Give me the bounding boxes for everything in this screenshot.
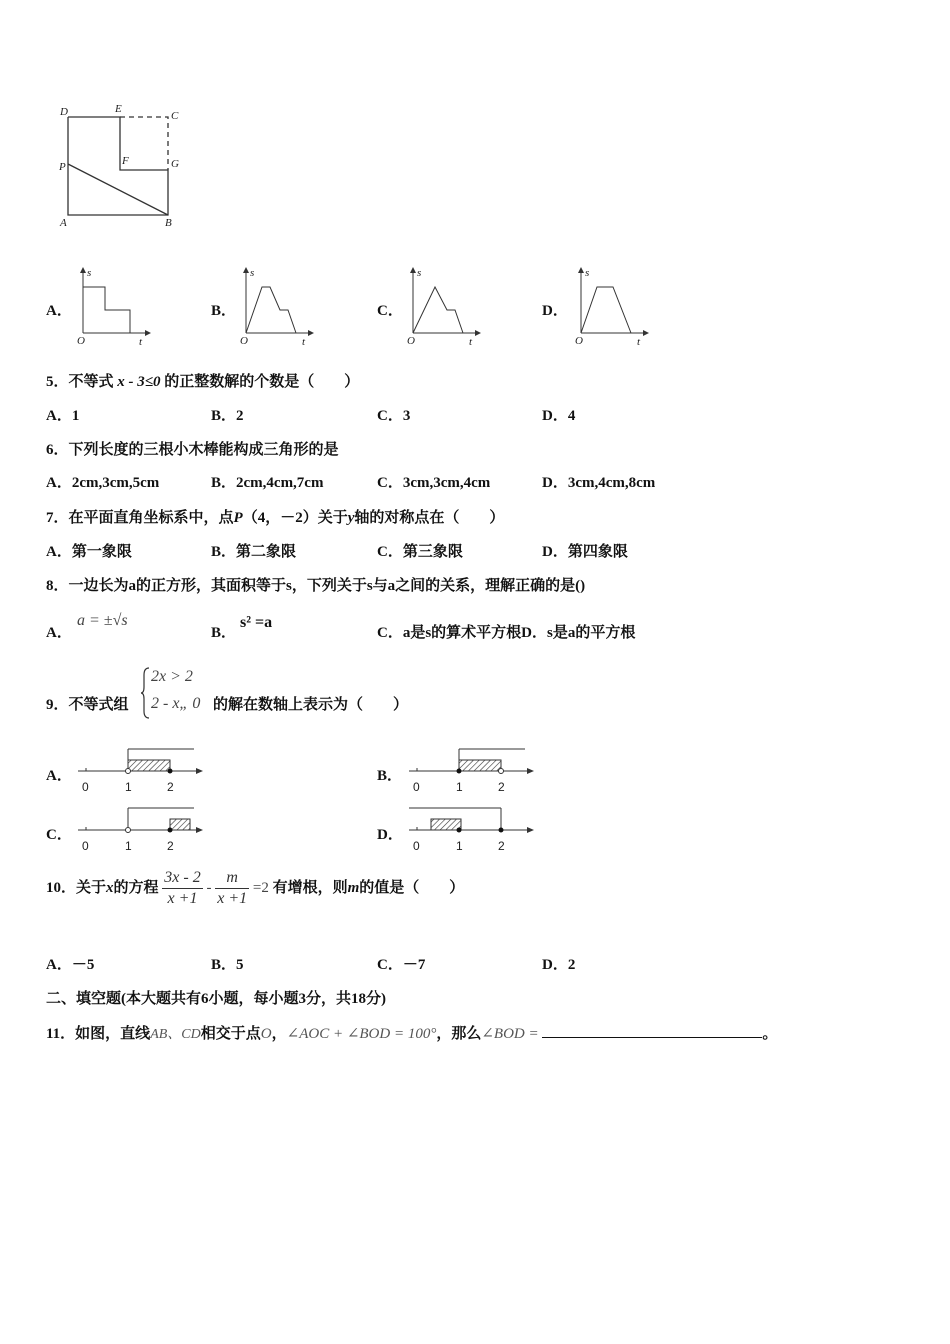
q10-f2-num: m [226,869,238,886]
q10-option-C[interactable]: C．－7 [377,957,426,973]
graph-t-label: t [302,336,306,348]
q9-system-line1: 2x > 2 [151,668,193,685]
q10-option-D[interactable]: D．2 [542,957,576,973]
q11-answer-blank[interactable] [542,1023,762,1038]
q5-option-C[interactable]: C．3 [377,408,411,424]
q11-sep: ， [271,1026,287,1042]
q9-option-A[interactable]: A． [46,768,72,784]
q8-option-A[interactable]: A． [46,625,72,641]
q11-pre: 11．如图，直线 [46,1026,151,1042]
tick-0: 0 [413,839,420,853]
q9-option-B[interactable]: B． [377,768,403,784]
tick-2: 2 [167,780,174,794]
q8-option-C[interactable]: C．a是s的算术平方根D．s是a的平方根 [377,625,636,641]
q4-option-A[interactable]: A． [46,303,72,319]
q5-expr: x - 3≤0 [117,374,161,390]
q9-brace [141,667,151,719]
q10-fraction-2 [215,868,249,909]
q11-lines: AB、CD [150,1027,201,1042]
q5-option-D[interactable]: D．4 [542,408,576,424]
q10-pre: 10．关于 [46,879,107,896]
q10-option-B[interactable]: B．5 [211,957,244,973]
graph-o-label: O [240,335,248,347]
tick-1: 1 [125,780,132,794]
tick-1: 1 [456,839,463,853]
q8-option-B[interactable]: B． [211,625,237,641]
q10-var2: m [347,879,360,896]
q10-var: x [106,879,114,896]
q11-mid: 相交于点 [200,1026,261,1042]
graph-s-label: s [417,267,422,279]
q7-axis: y [347,510,355,526]
q7-post: 轴的对称点在（ ） [354,510,505,526]
tick-0: 0 [82,839,89,853]
tick-0: 0 [413,780,420,794]
graph-s-label: s [250,267,255,279]
q10-minus: - [206,879,212,896]
q5-option-B[interactable]: B．2 [211,408,244,424]
q4-graph-B [238,265,318,348]
tick-2: 2 [167,839,174,853]
question-7 [46,506,504,527]
q9-system-line2: 2 - x„ 0 [151,695,201,712]
q6-option-B[interactable]: B．2cm,4cm,7cm [211,475,324,491]
question-9-post: 的解在数轴上表示为（ ） [213,697,409,713]
q9-numberline-B [406,748,536,798]
q11-point: O [260,1026,272,1042]
tick-2: 2 [498,780,505,794]
q10-post1: 有增根，则 [272,879,348,896]
q10-f1-den: x +1 [162,888,202,909]
q7-option-C[interactable]: C．第三象限 [377,544,463,560]
q8-option-A-math: a = ±√s [77,612,128,629]
q11-condition: ∠AOC + ∠BOD = 100° [286,1026,437,1042]
q10-f1-num: 3x - 2 [164,869,201,886]
q4-graph-A [75,265,155,348]
q9-option-D[interactable]: D． [377,827,403,843]
graph-t-label: t [637,336,641,348]
q7-coords: （4，－2）关于 [242,510,348,526]
square-figure [55,100,185,230]
question-9-pre: 9．不等式组 [46,697,129,713]
q4-graph-D [573,265,653,348]
q9-numberline-D [406,807,536,857]
q11-end: 。 [762,1026,778,1042]
question-10 [46,868,464,909]
question-6: 6．下列长度的三根小木棒能构成三角形的是 [46,442,339,458]
tick-0: 0 [82,780,89,794]
q5-number: 5． [46,374,69,390]
label-P: P [59,161,66,173]
q11-then: ，那么 [436,1026,482,1042]
label-G: G [171,158,179,170]
q8-option-B-math: s² =a [240,614,273,631]
q9-option-C[interactable]: C． [46,827,72,843]
q7-option-B[interactable]: B．第二象限 [211,544,297,560]
q9-numberline-C [75,807,205,857]
label-A: A [60,217,67,229]
q5-option-A[interactable]: A．1 [46,408,80,424]
graph-o-label: O [575,335,583,347]
q7-option-A[interactable]: A．第一象限 [46,544,132,560]
q4-option-D[interactable]: D． [542,303,568,319]
graph-t-label: t [139,336,143,348]
q10-fraction-1 [162,868,202,909]
q7-option-D[interactable]: D．第四象限 [542,544,628,560]
graph-o-label: O [77,335,85,347]
q6-option-D[interactable]: D．3cm,4cm,8cm [542,475,656,491]
q10-f2-den: x +1 [217,890,248,907]
question-5 [46,370,359,391]
q5-pre: 不等式 [68,374,114,390]
label-D: D [60,106,68,118]
graph-s-label: s [585,267,590,279]
graph-o-label: O [407,335,415,347]
question-11 [46,1022,777,1043]
label-C: C [171,110,179,122]
graph-s-label: s [87,267,92,279]
q10-option-A[interactable]: A．－5 [46,957,95,973]
q5-post: 的正整数解的个数是（ ） [164,374,360,390]
q10-post2: 的值是（ ） [359,879,465,896]
q6-option-C[interactable]: C．3cm,3cm,4cm [377,475,491,491]
q4-graph-C [405,265,485,348]
graph-t-label: t [469,336,473,348]
label-B: B [165,217,172,229]
q10-eq: =2 [252,879,269,896]
label-E: E [115,103,122,115]
question-8: 8．一边长为a的正方形，其面积等于s，下列关于s与a之间的关系，理解正确的是() [46,578,586,594]
tick-2: 2 [498,839,505,853]
q7-pre: 7．在平面直角坐标系中，点 [46,510,234,526]
tick-1: 1 [125,839,132,853]
q6-option-A[interactable]: A．2cm,3cm,5cm [46,475,160,491]
section-2-heading: 二、填空题(本大题共有6小题，每小题3分，共18分) [46,991,386,1007]
q7-point: P [233,510,243,526]
tick-1: 1 [456,780,463,794]
label-F: F [122,155,129,167]
q4-option-C[interactable]: C． [377,303,403,319]
q10-mid: 的方程 [113,879,159,896]
q4-option-B[interactable]: B． [211,303,237,319]
q11-ask: ∠BOD = [481,1026,539,1042]
q9-numberline-A [75,748,205,798]
